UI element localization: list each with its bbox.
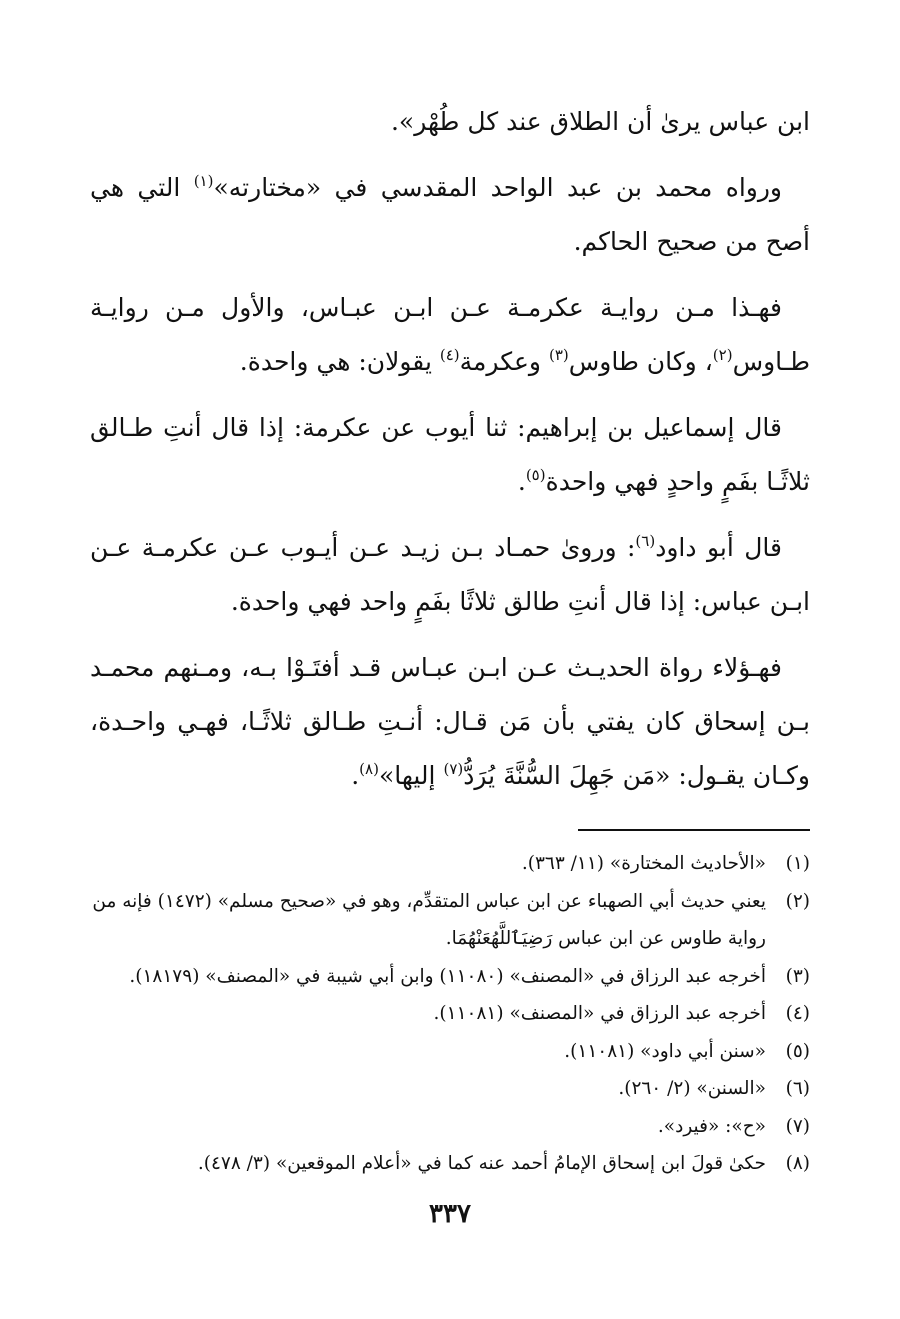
footnote-item xyxy=(90,1108,810,1146)
main-text xyxy=(90,95,810,803)
footnote-item xyxy=(90,845,810,883)
footnotes xyxy=(90,845,810,1183)
paragraph-1: ابن عباس يرىٰ أن الطلاق عند كل طُهْر». xyxy=(390,107,810,136)
footnote-number: (١) xyxy=(785,853,810,874)
footnote-ref-8[interactable]: (٨) xyxy=(359,760,379,778)
footnote-number: (٦) xyxy=(785,1078,810,1099)
paragraph-6: فهـؤلاء رواة الحديـث عـن ابـن عبـاس قـد أفتَـوْا بـه، ومـنهم محمـد بـن إسحاق كان يفتي بأن مَن قـال: أنـتِ طـالق ثلاثًـا، فهـي واحـدة، وكـان يقـول: «مَن جَهِلَ السُّنَّةَ يُرَدُّ$^{(٧)}$ إليها»$^{(٨)}$. xyxy=(90,653,810,790)
footnote-item xyxy=(90,1145,810,1183)
footnote-divider xyxy=(578,829,810,831)
footnote-text: حكىٰ قولَ ابن إسحاق الإمامُ أحمد عنه كما في «أعلام الموقعين» (٣/ ٤٧٨). xyxy=(197,1153,766,1174)
paragraph-5: قال أبو داود$^{(٦)}$: وروىٰ حمـاد بـن زيـد عـن أيـوب عـن عكرمـة عـن ابـن عباس: إذا قال أنتِ طالق ثلاثًا بفَمٍ واحد فهي واحدة. xyxy=(90,532,810,616)
paragraph-4: قال إسماعيل بن إبراهيم: ثنا أيوب عن عكرمة: إذا قال أنتِ طـالق ثلاثًـا بفَمٍ واحدٍ فهي واحدة$^{(٥)}$. xyxy=(90,413,810,496)
footnote-item xyxy=(90,958,810,996)
footnote-text: «السنن» (٢/ ٢٦٠). xyxy=(618,1078,766,1099)
footnote-ref-2[interactable]: (٢) xyxy=(712,346,733,364)
footnote-text: أخرجه عبد الرزاق في «المصنف» (١١٠٨١). xyxy=(433,1003,766,1024)
footnote-ref-1[interactable]: (١) xyxy=(193,172,214,190)
footnote-number: (٥) xyxy=(785,1040,810,1062)
footnote-text: «ح»: «فيرد». xyxy=(657,1115,766,1137)
paragraph-2: ورواه محمد بن عبد الواحد المقدسي في «مختارته»$^{(١)}$ التي هي أصح من صحيح الحاكم. xyxy=(90,172,810,256)
footnote-ref-4[interactable]: (٤) xyxy=(439,346,460,364)
footnote-item xyxy=(90,883,810,958)
footnote-text: «الأحاديث المختارة» (١١/ ٣٦٣). xyxy=(521,853,766,874)
footnote-number: (٢) xyxy=(785,890,810,912)
paragraph-3: فهـذا مـن روايـة عكرمـة عـن ابـن عبـاس، والأول مـن روايـة طـاوس$^{(٢)}$، وكان طاوس$^{(٣)}$ وعكرمة$^{(٤)}$ يقولان: هي واحدة. xyxy=(90,293,810,376)
footnote-number: (٨) xyxy=(785,1153,810,1174)
footnote-number: (٧) xyxy=(785,1115,810,1137)
footnote-text: أخرجه عبد الرزاق في «المصنف» (١١٠٨٠) وابن أبي شيبة في «المصنف» (١٨١٧٩). xyxy=(129,965,766,987)
footnote-item xyxy=(90,1033,810,1071)
footnote-number: (٤) xyxy=(785,1003,810,1024)
footnote-ref-7[interactable]: (٧) xyxy=(443,760,464,778)
footnote-ref-3[interactable]: (٣) xyxy=(548,346,569,364)
book-page xyxy=(90,95,810,1229)
footnote-text: «سنن أبي داود» (١١٠٨١). xyxy=(564,1040,766,1062)
page-number: ٣٣٧ xyxy=(429,1198,471,1229)
footnote-text: يعني حديث أبي الصهباء عن ابن عباس المتقدِّم، وهو في «صحيح مسلم» (١٤٧٢) فإنه من رواية طاوس عن ابن عباس رَضِيَٱللَّهُعَنْهُمَا. xyxy=(92,890,766,949)
footnote-item xyxy=(90,995,810,1033)
footnote-ref-6[interactable]: (٦) xyxy=(635,532,656,550)
footnote-item xyxy=(90,1070,810,1108)
footnote-ref-5[interactable]: (٥) xyxy=(525,466,546,484)
footnote-number: (٣) xyxy=(785,965,810,987)
